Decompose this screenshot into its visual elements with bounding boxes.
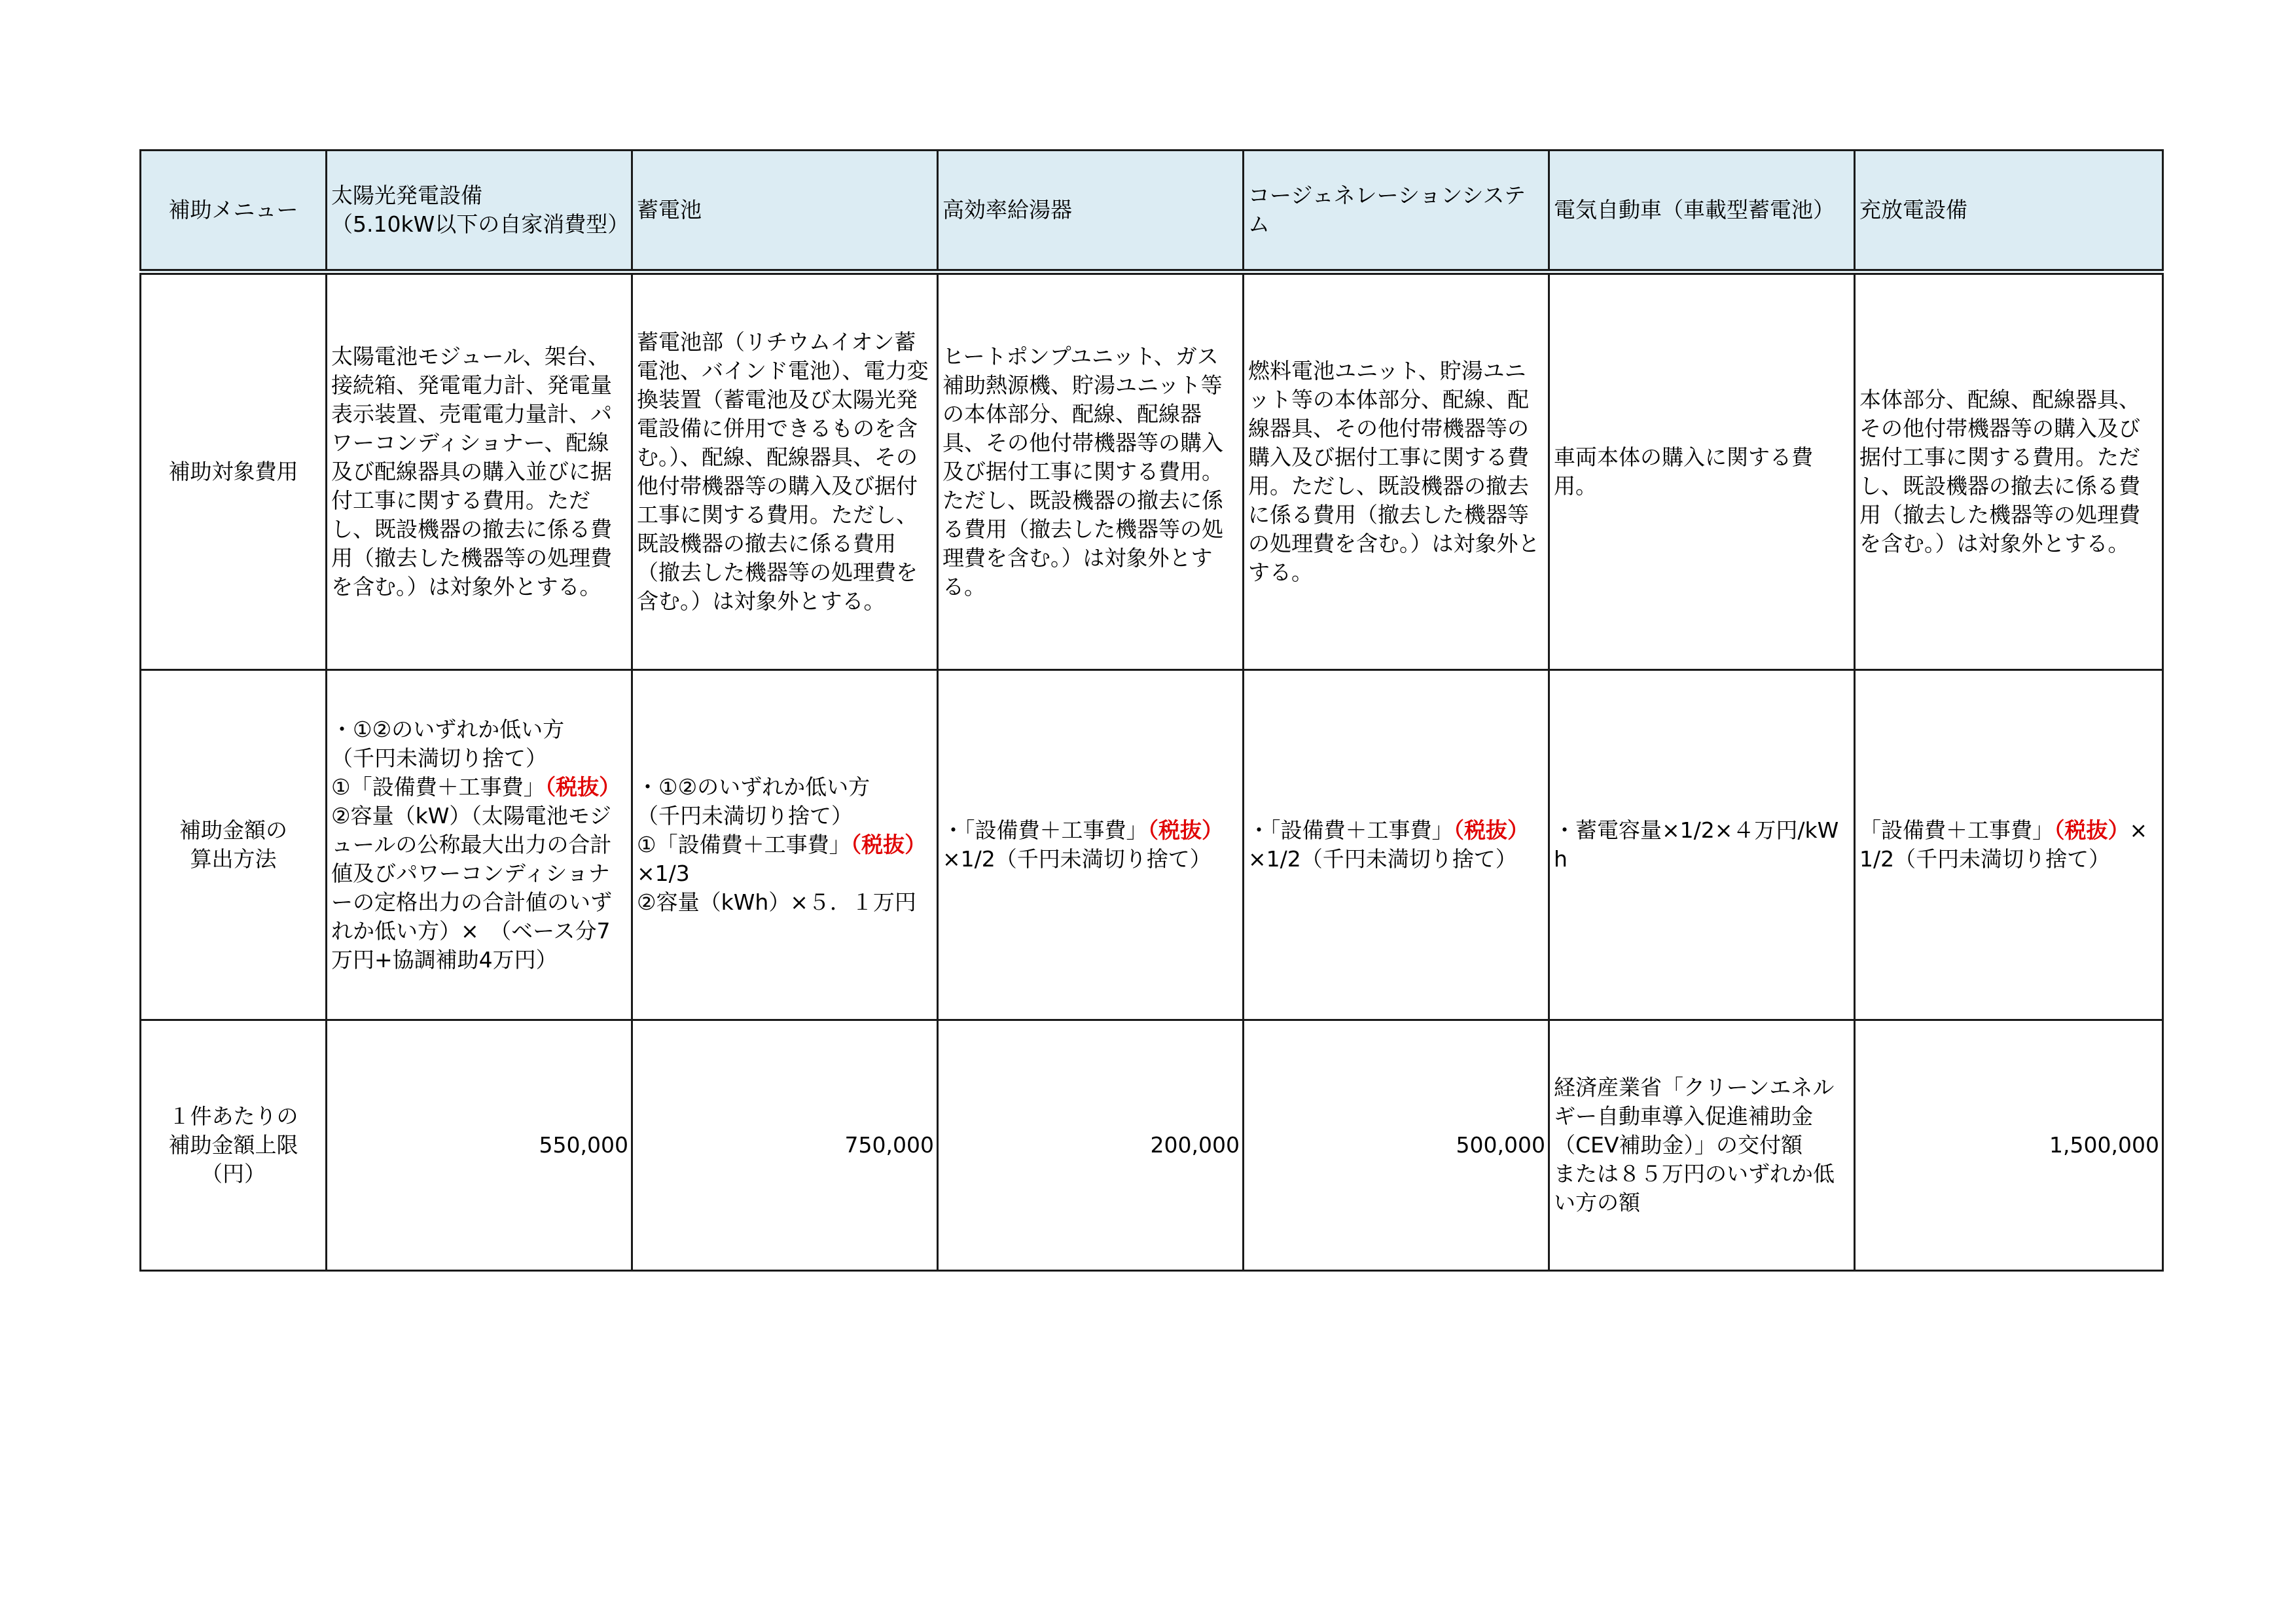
cell-eligible-water-heater: ヒートポンプユニット、ガス補助熱源機、貯湯ユニット等の本体部分、配線、配線器具、その他付帯機器等の購入及び据付工事に関する費用。ただし、既設機器の撤去に係る費用（撤去した機器等の処理費を含む。）は対象外とする。 xyxy=(938,272,1244,670)
cell-max-battery: 750,000 xyxy=(632,1020,938,1271)
row-eligible-costs xyxy=(141,272,2163,670)
cell-max-charger: 1,500,000 xyxy=(1855,1020,2163,1271)
header-electric-vehicle: 電気自動車（車載型蓄電池） xyxy=(1549,151,1855,272)
row-label-max-line2: 補助金額上限 xyxy=(168,1132,298,1158)
cell-eligible-cogeneration: 燃料電池ユニット、貯湯ユニット等の本体部分、配線、配線器具、その他付帯機器等の購入及び据付工事に関する費用。ただし、既設機器の撤去に係る費用（撤去した機器等の処理費を含む。）は対象外とする。 xyxy=(1244,272,1549,670)
calc-battery-tax-excluded: （税抜） xyxy=(850,832,927,857)
row-calculation-method xyxy=(141,670,2163,1020)
cell-max-solar: 550,000 xyxy=(327,1020,632,1271)
row-label-calculation-line2: 算出方法 xyxy=(190,846,277,872)
calc-charger-tax-excluded: （税抜） xyxy=(2054,817,2130,843)
calc-water-heater-ratio: ×1/2（千円未満切り捨て） xyxy=(942,846,1211,872)
header-row xyxy=(141,151,2163,272)
calc-cogeneration-tax-excluded: （税抜） xyxy=(1453,817,1529,843)
cell-max-cogeneration: 500,000 xyxy=(1244,1020,1549,1271)
calc-water-heater-tax-excluded: （税抜） xyxy=(1147,817,1223,843)
calc-solar-line1: ・①②のいずれか低い方 xyxy=(331,717,565,742)
row-label-eligible-costs: 補助対象費用 xyxy=(141,272,327,670)
calc-battery-line3 xyxy=(637,830,933,888)
cell-calc-water-heater xyxy=(938,670,1244,1020)
row-label-calculation xyxy=(141,670,327,1020)
calc-cogeneration-cost-text: ・「設備費＋工事費」 xyxy=(1248,817,1454,843)
calc-battery-ratio: ×1/3 xyxy=(637,861,690,886)
calc-solar-tax-excluded: （税抜） xyxy=(545,774,621,800)
row-label-max-line3: （円） xyxy=(201,1161,266,1186)
cell-max-water-heater: 200,000 xyxy=(938,1020,1244,1271)
row-max-amount xyxy=(141,1020,2163,1271)
header-charger: 充放電設備 xyxy=(1855,151,2163,272)
row-label-max-amount xyxy=(141,1020,327,1271)
header-solar-title: 太陽光発電設備 xyxy=(331,183,482,208)
calc-charger-ratio: ×1/2（千円未満切り捨て） xyxy=(1859,817,2148,872)
header-solar xyxy=(327,151,632,272)
row-label-calculation-line1: 補助金額の xyxy=(179,817,287,843)
header-battery: 蓄電池 xyxy=(632,151,938,272)
calc-solar-cost-text: ①「設備費＋工事費」 xyxy=(331,774,545,800)
calc-solar-line3 xyxy=(331,773,627,802)
max-ev-line2: または８５万円のいずれか低い方の額 xyxy=(1554,1161,1835,1215)
cell-calc-charger xyxy=(1855,670,2163,1020)
cell-eligible-charger: 本体部分、配線、配線器具、その他付帯機器等の購入及び据付工事に関する費用。ただし、既設機器の撤去に係る費用（撤去した機器等の処理費を含む。）は対象外とする。 xyxy=(1855,272,2163,670)
calc-battery-cost-text: ①「設備費＋工事費」 xyxy=(637,832,851,857)
cell-eligible-solar: 太陽電池モジュール、架台、接続箱、発電電力計、発電量表示装置、売電電力量計、パワーコンディショナー、配線及び配線器具の購入並びに据付工事に関する費用。ただし、既設機器の撤去に係る費用（撤去した機器等の処理費を含む。）は対象外とする。 xyxy=(327,272,632,670)
row-label-max-line1: １件あたりの xyxy=(168,1103,298,1129)
calc-battery-line2: （千円未満切り捨て） xyxy=(637,803,853,829)
cell-eligible-ev: 車両本体の購入に関する費用。 xyxy=(1549,272,1855,670)
cell-max-ev xyxy=(1549,1020,1855,1271)
cell-calc-battery xyxy=(632,670,938,1020)
max-ev-line1: 経済産業省「クリーンエネルギー自動車導入促進補助金（CEV補助金）」の交付額 xyxy=(1554,1075,1835,1158)
header-menu-label: 補助メニュー xyxy=(141,151,327,272)
calc-battery-line4: ②容量（kWh）×５．１万円 xyxy=(637,889,916,915)
calc-battery-line1: ・①②のいずれか低い方 xyxy=(637,774,870,800)
calc-solar-line2: （千円未満切り捨て） xyxy=(331,745,547,771)
subsidy-table xyxy=(139,149,2164,1272)
header-solar-note: （5.10kW以下の自家消費型） xyxy=(331,211,630,237)
calc-solar-line4: ②容量（kW）（太陽電池モジュールの公称最大出力の合計値及びパワーコンディショナーの定格出力の合計値のいずれか低い方）× （ベース分7万円+協調補助4万円） xyxy=(331,803,612,972)
subsidy-table-sheet xyxy=(139,149,2162,1272)
cell-eligible-battery: 蓄電池部（リチウムイオン蓄電池、バインド電池）、電力変換装置（蓄電池及び太陽光発電設備に併用できるものを含む。）、配線、配線器具、その他付帯機器等の購入及び据付工事に関する費用。ただし、既設機器の撤去に係る費用（撤去した機器等の処理費を含む。）は対象外とする。 xyxy=(632,272,938,670)
calc-charger-cost-text: 「設備費＋工事費」 xyxy=(1859,817,2054,843)
header-cogeneration: コージェネレーションシステム xyxy=(1244,151,1549,272)
header-water-heater: 高効率給湯器 xyxy=(938,151,1244,272)
cell-calc-ev: ・蓄電容量×1/2×４万円/kWh xyxy=(1549,670,1855,1020)
cell-calc-solar xyxy=(327,670,632,1020)
cell-calc-cogeneration xyxy=(1244,670,1549,1020)
calc-water-heater-cost-text: ・「設備費＋工事費」 xyxy=(942,817,1148,843)
calc-cogeneration-ratio: ×1/2（千円未満切り捨て） xyxy=(1248,846,1517,872)
